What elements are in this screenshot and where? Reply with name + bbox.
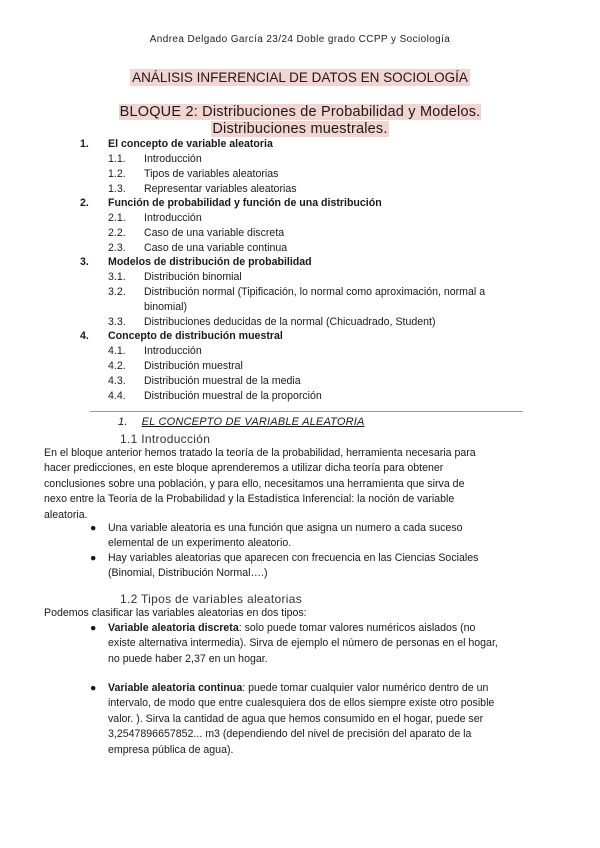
toc-number: 3.1. bbox=[108, 271, 126, 283]
paragraph-line: nexo entre la Teoría de la Probabilidad y la Estadística Inferencial: la noción de variable bbox=[44, 493, 455, 506]
term-continuous: Variable aleatoria continua bbox=[108, 682, 243, 694]
block-title-line1: BLOQUE 2: Distribuciones de Probabilidad y Modelos. bbox=[119, 104, 481, 120]
toc-label: Introducción bbox=[144, 212, 202, 224]
toc-label: Tipos de variables aleatorias bbox=[144, 168, 279, 180]
bullet-line: empresa pública de agua). bbox=[108, 743, 234, 756]
section-heading bbox=[118, 416, 365, 428]
toc-label: Distribuciones deducidas de la normal (Chicuadrado, Student) bbox=[144, 316, 436, 328]
toc-label: Concepto de distribución muestral bbox=[108, 330, 283, 342]
bullet-item bbox=[90, 551, 548, 582]
document-title-text: ANÁLISIS INFERENCIAL DE DATOS EN SOCIOLOGÍA bbox=[132, 70, 468, 85]
bullet-line: valor. ). Sirva la cantidad de agua que hemos consumido en el hogar, puede ser bbox=[108, 712, 484, 725]
toc-label: Distribución muestral de la media bbox=[144, 375, 301, 387]
toc-number: 1.1. bbox=[108, 153, 126, 165]
bullet-line: existe alternativa intermedia). Sirva de ejemplo el número de personas en el hogar, bbox=[108, 637, 498, 650]
toc-label: Caso de una variable continua bbox=[144, 242, 288, 254]
bullet-dot-icon: ● bbox=[90, 622, 97, 634]
paragraph-line: aleatoria. bbox=[44, 508, 88, 521]
toc-label: Función de probabilidad y función de una distribución bbox=[108, 197, 382, 209]
bullet-dot-icon: ● bbox=[90, 682, 97, 694]
toc-label: Distribución normal (Tipificación, lo normal como aproximación, normal a bbox=[144, 286, 486, 298]
toc-number: 3. bbox=[80, 256, 89, 268]
toc-number: 4. bbox=[80, 330, 89, 342]
bullet-line: Hay variables aleatorias que aparecen con frecuencia en las Ciencias Sociales bbox=[108, 552, 479, 564]
term-discrete: Variable aleatoria discreta bbox=[108, 622, 239, 634]
section-number: 1. bbox=[118, 416, 128, 428]
bullet-line: (Binomial, Distribución Normal….) bbox=[108, 567, 268, 580]
toc-label: Distribución muestral de la proporción bbox=[144, 390, 322, 402]
toc-number: 1. bbox=[80, 138, 89, 150]
toc-number: 4.4. bbox=[108, 390, 126, 402]
toc-number: 3.2. bbox=[108, 286, 126, 298]
toc-label: binomial) bbox=[144, 301, 187, 313]
toc-number: 4.1. bbox=[108, 345, 126, 357]
toc-label: Modelos de distribución de probabilidad bbox=[108, 256, 312, 268]
toc-number: 1.2. bbox=[108, 168, 126, 180]
toc-label: Caso de una variable discreta bbox=[144, 227, 285, 239]
bullet-item-continuous bbox=[90, 681, 548, 758]
bullet-dot-icon: ● bbox=[90, 522, 97, 534]
paragraph-line: conclusiones sobre una población, y para ello, necesitamos una herramienta que sirva de bbox=[44, 477, 465, 490]
toc-number: 1.3. bbox=[108, 183, 126, 195]
bullet-line: no puede haber 2,37 en un hogar. bbox=[108, 652, 268, 665]
bullet-item-discrete bbox=[90, 621, 548, 667]
toc-label: Introducción bbox=[144, 345, 202, 357]
page-header: Andrea Delgado García 23/24 Doble grado CCPP y Sociología bbox=[149, 34, 451, 45]
toc-label: Introducción bbox=[144, 153, 202, 165]
bullet-first-line bbox=[108, 681, 548, 696]
toc-label: Distribución muestral bbox=[144, 360, 243, 372]
bullet-line: : puede tomar cualquier valor numérico dentro de un bbox=[242, 682, 489, 694]
paragraph-line: hacer predicciones, en este bloque aprenderemos a utilizar dicha teoría para obtener bbox=[44, 462, 444, 475]
toc-label: El concepto de variable aleatoria bbox=[108, 138, 273, 150]
toc-number: 2.2. bbox=[108, 227, 126, 239]
toc-label: Distribución binomial bbox=[144, 271, 242, 283]
toc-number: 2. bbox=[80, 197, 89, 209]
toc-number: 2.1. bbox=[108, 212, 126, 224]
block-title bbox=[60, 104, 540, 138]
bullet-line: elemental de un experimento aleatorio. bbox=[108, 537, 292, 550]
subsection-heading-types: 1.2 Tipos de variables aleatorias bbox=[120, 592, 303, 606]
toc-number: 2.3. bbox=[108, 242, 126, 254]
bullet-line: : solo puede tomar valores numéricos aislados (no bbox=[238, 622, 476, 634]
toc-number: 4.3. bbox=[108, 375, 126, 387]
horizontal-divider bbox=[90, 411, 523, 412]
toc-number: 3.3. bbox=[108, 316, 126, 328]
bullet-dot-icon: ● bbox=[90, 552, 97, 564]
bullet-line: intervalo, de modo que entre cualesquiera dos de ellos siempre existe otro posible bbox=[108, 697, 495, 710]
bullet-first-line bbox=[108, 621, 548, 636]
types-intro: Podemos clasificar las variables aleatorias en dos tipos: bbox=[44, 607, 307, 619]
toc-label: Representar variables aleatorias bbox=[144, 183, 297, 195]
bullet-line: Una variable aleatoria es una función que asigna un numero a cada suceso bbox=[108, 522, 463, 534]
section-heading-text: EL CONCEPTO DE VARIABLE ALEATORIA bbox=[141, 416, 365, 428]
bullet-line: 3,2547896657852... m3 (dependiendo del nivel de precisión del aparato de la bbox=[108, 728, 472, 741]
toc-number: 4.2. bbox=[108, 360, 126, 372]
bullet-item bbox=[90, 521, 548, 552]
intro-paragraph bbox=[44, 446, 564, 523]
subsection-heading-intro: 1.1 Introducción bbox=[120, 432, 211, 446]
document-title bbox=[0, 69, 600, 87]
paragraph-line: En el bloque anterior hemos tratado la teoría de la probabilidad, herramienta necesaria para bbox=[44, 447, 476, 459]
block-title-line2: Distribuciones muestrales. bbox=[212, 121, 388, 137]
